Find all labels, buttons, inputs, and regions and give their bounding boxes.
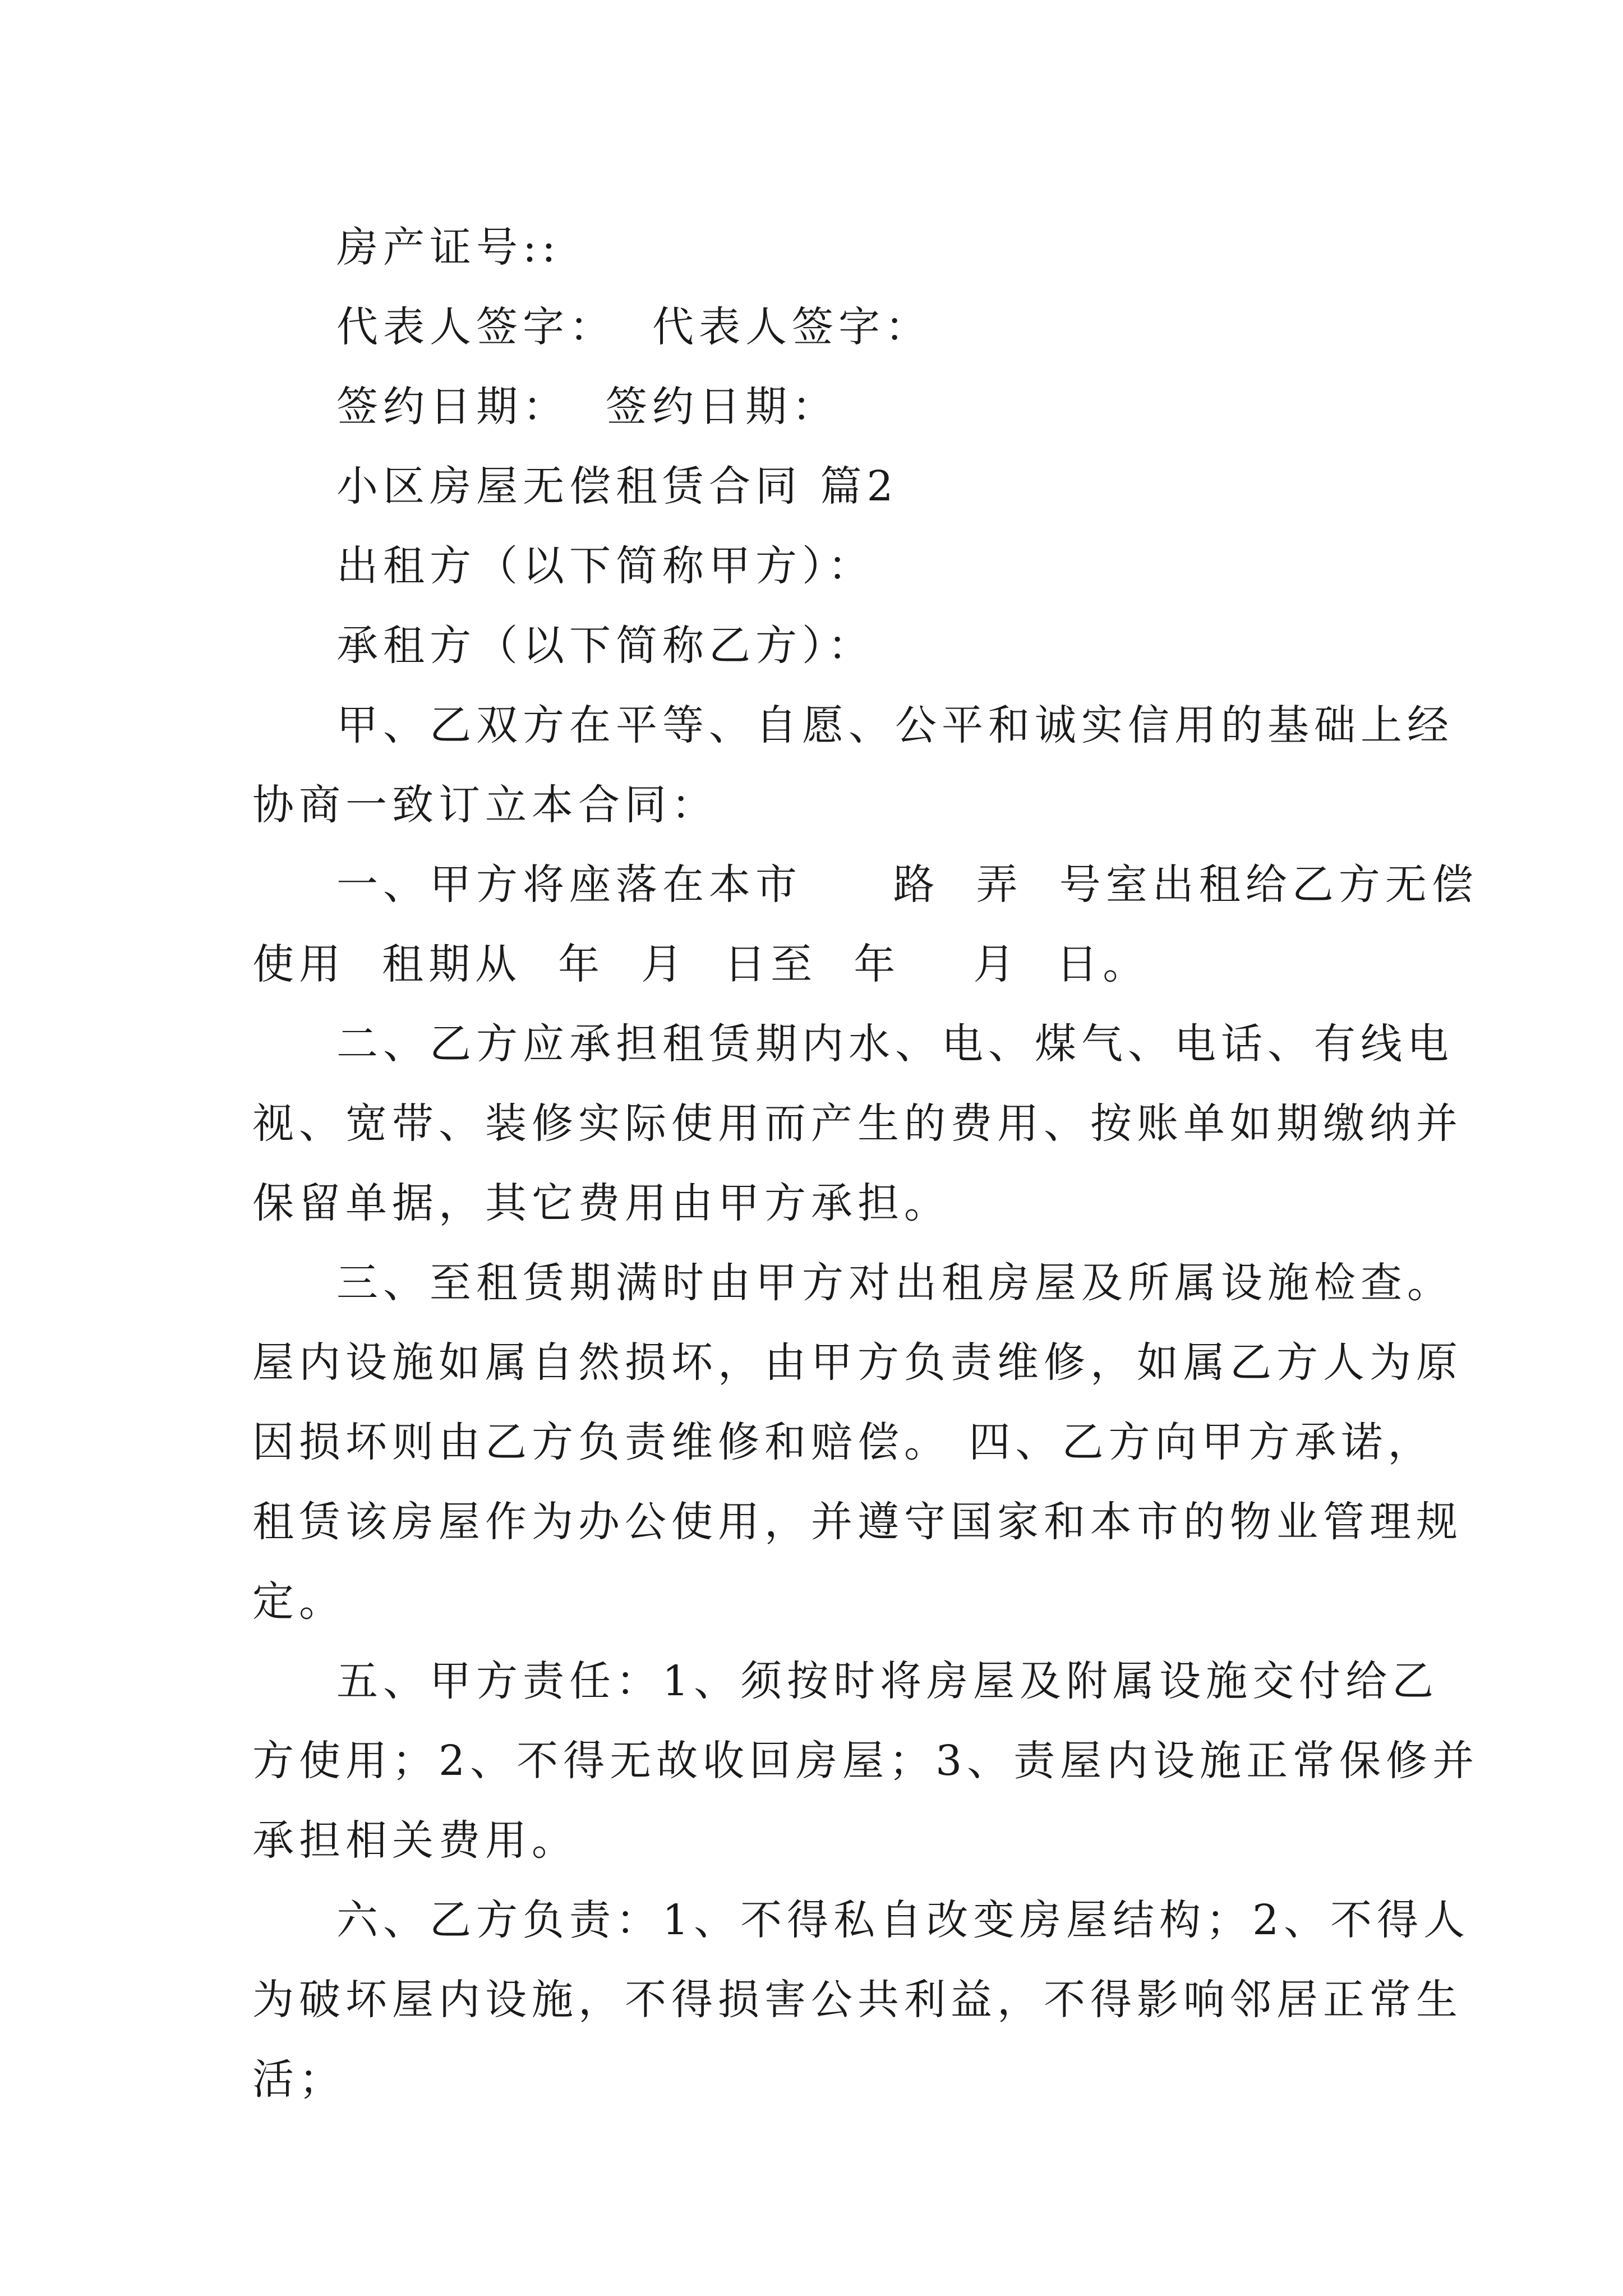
signing-date-line: 签约日期： 签约日期： bbox=[336, 383, 839, 431]
clause-5-line-3: 承担相关费用。 bbox=[252, 1816, 578, 1865]
clause-6-line-3: 活； bbox=[252, 2055, 345, 2104]
clause-2-line-1: 二、乙方应承担租赁期内水、电、煤气、电话、有线电 bbox=[336, 1020, 1454, 1068]
contract-title: 小区房屋无偿租赁合同 篇2 bbox=[336, 462, 898, 510]
preamble-line-1: 甲、乙双方在平等、自愿、公平和诚实信用的基础上经 bbox=[336, 701, 1454, 749]
clause-3-line-1: 三、至租赁期满时由甲方对出租房屋及所属设施检查。 bbox=[336, 1259, 1454, 1307]
contract-body bbox=[252, 208, 1479, 2119]
clause-5-line-2: 方使用；2、不得无故收回房屋；3、责屋内设施正常保修并 bbox=[252, 1737, 1479, 1785]
lessor-line: 出租方（以下简称甲方）： bbox=[336, 542, 874, 590]
clause-2-line-2: 视、宽带、装修实际使用而产生的费用、按账单如期缴纳并 bbox=[252, 1099, 1463, 1148]
representative-signature-line: 代表人签字： 代表人签字： bbox=[336, 303, 932, 351]
clause-1-line-2: 使用 租期从 年 月 日至 年 月 日。 bbox=[252, 940, 1150, 988]
clause-4-line-2: 租赁该房屋作为办公使用，并遵守国家和本市的物业管理规 bbox=[252, 1498, 1463, 1546]
clause-5-line-1: 五、甲方责任：1、须按时将房屋及附属设施交付给乙 bbox=[336, 1657, 1439, 1705]
clause-3-line-2: 屋内设施如属自然损坏，由甲方负责维修，如属乙方人为原 bbox=[252, 1338, 1463, 1387]
clause-4-line-3: 定。 bbox=[252, 1577, 345, 1626]
property-cert-line: 房产证号:: bbox=[336, 223, 561, 272]
clause-3-line-3: 因损坏则由乙方负责维修和赔偿。 四、乙方向甲方承诺， bbox=[252, 1418, 1435, 1466]
preamble-line-2: 协商一致订立本合同： bbox=[252, 781, 718, 829]
clause-2-line-3: 保留单据，其它费用由甲方承担。 bbox=[252, 1179, 951, 1227]
clause-6-line-1: 六、乙方负责：1、不得私自改变房屋结构；2、不得人 bbox=[336, 1896, 1470, 1944]
lessee-line: 承租方（以下简称乙方）： bbox=[336, 622, 874, 670]
clause-6-line-2: 为破坏屋内设施，不得损害公共利益，不得影响邻居正常生 bbox=[252, 1976, 1463, 2024]
clause-1-line-1: 一、甲方将座落在本市 路 弄 号室出租给乙方无偿 bbox=[336, 861, 1478, 909]
